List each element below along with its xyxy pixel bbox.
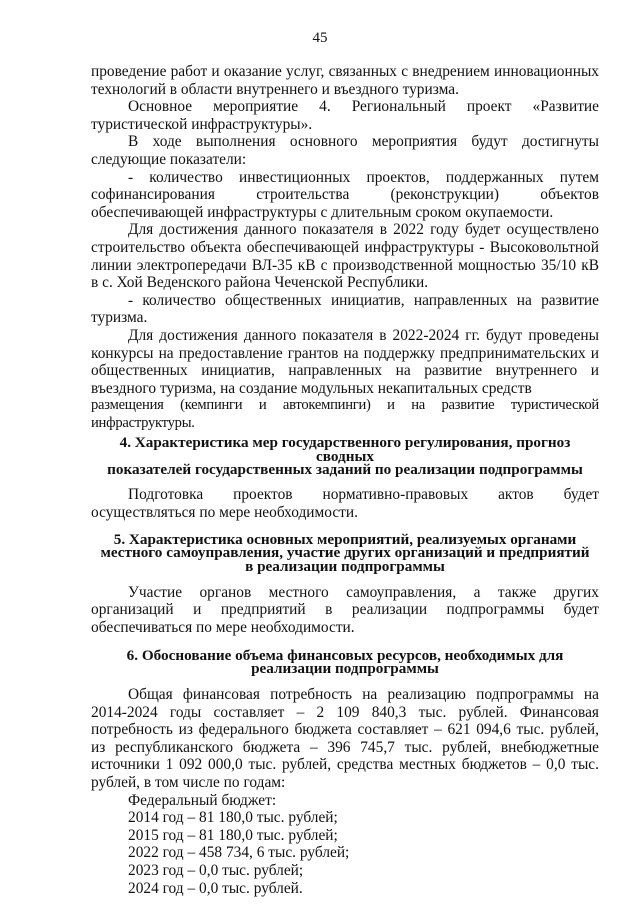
bullet-paragraph: - количество общественных инициатив, направленных на развитие туризма.: [91, 291, 599, 327]
heading-line: показателей государственных заданий по реализации подпрограммы: [107, 460, 583, 478]
list-item: 2023 год – 0,0 тыс. рублей;: [128, 862, 304, 879]
list-item: 2014 год – 81 180,0 тыс. рублей;: [128, 809, 338, 827]
document-body: [91, 63, 599, 897]
list-item: 2015 год – 81 180,0 тыс. рублей;: [128, 826, 338, 844]
heading-line: в реализации подпрограммы: [245, 557, 445, 575]
federal-budget-list: [91, 792, 599, 898]
heading-line: местного самоуправления, участие других организаций и предприятий: [100, 544, 590, 562]
section-5-heading: [91, 533, 599, 573]
federal-budget-label: Федеральный бюджет:: [128, 791, 277, 809]
section-6-text: Общая финансовая потребность на реализацию подпрограммы на 2014-2024 годы составляет – 2 109 840,3 тыс. рублей. Финансовая потребность из федерального бюджета составляет – 621 094,6 тыс. рублей, из республиканского бюджета – 396 745,7 тыс. рублей, внебюджетные источники 1 092 000,0 тыс. рублей, средства местных бюджетов – 0,0 тыс. рублей, в том числе по годам:: [91, 686, 599, 792]
heading-line: реализации подпрограммы: [251, 659, 439, 677]
bullet-paragraph: - количество инвестиционных проектов, поддержанных путем софинансирования строительства (реконструкции) объектов обеспечивающей инфраструктуры с длительным сроком окупаемости.: [91, 168, 599, 221]
paragraph: В ходе выполнения основного мероприятия будут достигнуты следующие показатели:: [91, 133, 599, 168]
section-6-heading: [91, 646, 599, 677]
paragraph: Для достижения данного показателя в 2022 году будет осуществлено строительство объекта обеспечивающей инфраструктуры - Высоковольтной линии электропередачи ВЛ-35 кВ с производственной мощностью 35/10 кВ в с. Хой Веденского района Чеченской Республики.: [91, 221, 599, 292]
list-item: 2022 год – 458 734, 6 тыс. рублей;: [128, 844, 350, 862]
paragraph-continuation: размещения (кемпинги и автокемпинги) и на развитие туристической инфраструктуры.: [91, 397, 599, 431]
page-number: 45: [312, 30, 328, 46]
heading-line: 6. Обоснование объема финансовых ресурсов, необходимых для: [126, 646, 564, 664]
section-4-text: Подготовка проектов нормативно-правовых актов будет осуществляться по мере необходимости.: [91, 486, 599, 521]
paragraph: Для достижения данного показателя в 2022-2024 гг. будут проведены конкурсы на предоставление грантов на поддержку предпринимательских и общественных инициатив, направленных на развитие внутреннего и въездного туризма, на создание модульных некапитальных средств: [91, 326, 599, 397]
heading-line: 5. Характеристика основных мероприятий, реализуемых органами: [113, 531, 577, 549]
paragraph: проведение работ и оказание услуг, связанных с внедрением инновационных технологий в области внутреннего и въездного туризма.: [91, 63, 599, 98]
section-5-text: Участие органов местного самоуправления, а также других организаций и предприятий в реализации подпрограммы будет обеспечиваться по мере необходимости.: [91, 583, 599, 637]
paragraph: Основное мероприятие 4. Региональный проект «Развитие туристической инфраструктуры».: [91, 98, 599, 133]
heading-line: 4. Характеристика мер государственного регулирования, прогноз сводных: [119, 434, 571, 465]
list-item: 2024 год – 0,0 тыс. рублей.: [128, 879, 303, 897]
section-4-heading: [91, 436, 599, 476]
